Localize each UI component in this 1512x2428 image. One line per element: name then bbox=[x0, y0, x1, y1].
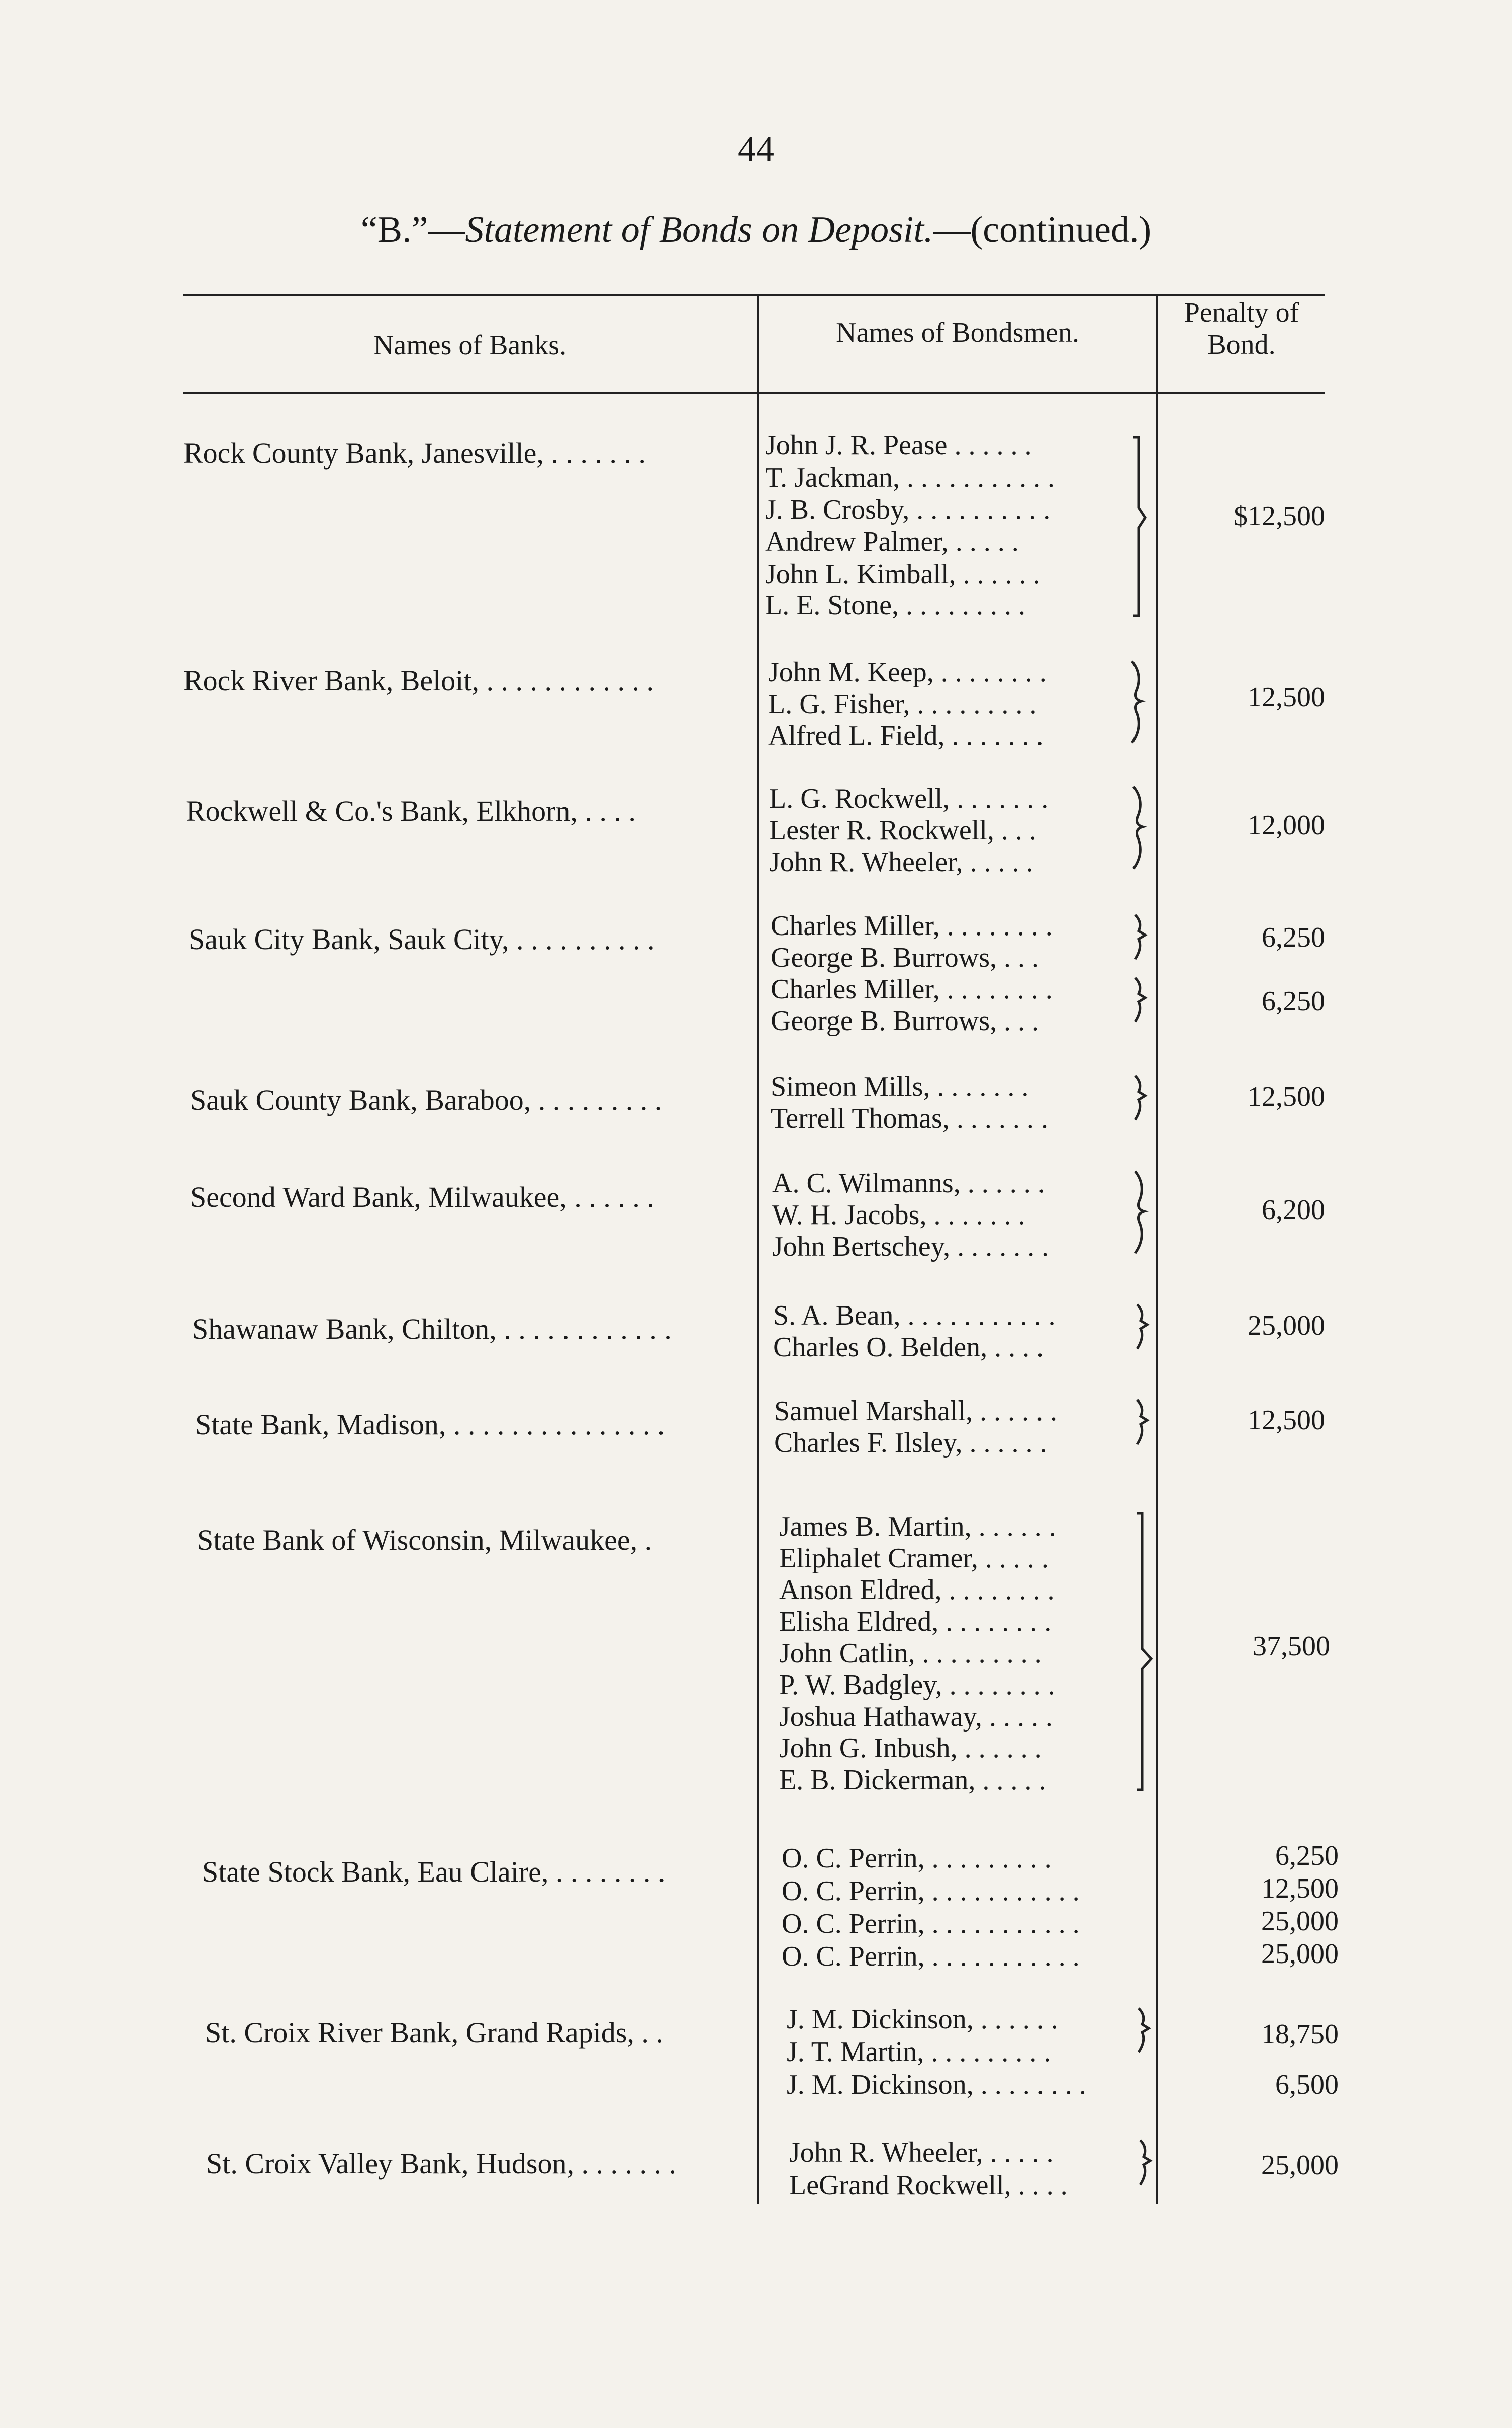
bondsman: L. E. Stone, . . . . . . . . . bbox=[765, 590, 1025, 621]
header-bottom-rule bbox=[183, 392, 1325, 394]
penalty-amount: 6,500 bbox=[1275, 2069, 1339, 2100]
bondsman: Elisha Eldred, . . . . . . . . bbox=[779, 1606, 1052, 1637]
bondsman: J. M. Dickinson, . . . . . . bbox=[787, 2004, 1058, 2035]
bondsman: Charles O. Belden, . . . . bbox=[773, 1332, 1044, 1363]
bondsman: Eliphalet Cramer, . . . . . bbox=[779, 1543, 1049, 1574]
bondsman: Samuel Marshall, . . . . . . bbox=[774, 1395, 1058, 1427]
penalty-amount: 25,000 bbox=[1261, 1906, 1339, 1937]
bondsman: S. A. Bean, . . . . . . . . . . . bbox=[773, 1300, 1056, 1331]
bank-name: Sauk City Bank, Sauk City, . . . . . . . . . . bbox=[188, 923, 655, 956]
bondsman: A. C. Wilmanns, . . . . . . bbox=[772, 1168, 1045, 1199]
bondsman: O. C. Perrin, . . . . . . . . . . . bbox=[782, 1876, 1080, 1907]
brace-rock-river bbox=[1132, 661, 1141, 743]
bondsman: Charles Miller, . . . . . . . . bbox=[771, 974, 1053, 1005]
bondsman: P. W. Badgley, . . . . . . . . bbox=[779, 1669, 1055, 1701]
bank-name: Rock River Bank, Beloit, . . . . . . . . . . . . bbox=[183, 664, 654, 697]
penalty-amount: 12,500 bbox=[1248, 1081, 1325, 1112]
title-suffix: —(continued.) bbox=[933, 209, 1152, 250]
penalty-amount: 18,750 bbox=[1261, 2019, 1339, 2050]
bondsman: Charles Miller, . . . . . . . . bbox=[771, 910, 1053, 942]
bondsman: Terrell Thomas, . . . . . . . bbox=[771, 1103, 1048, 1134]
col-header-banks: Names of Banks. bbox=[373, 330, 567, 361]
column-divider-left bbox=[757, 294, 759, 2204]
bondsman: Lester R. Rockwell, . . . bbox=[769, 815, 1036, 846]
bank-name: St. Croix River Bank, Grand Rapids, . . bbox=[205, 2016, 664, 2049]
bondsman: John M. Keep, . . . . . . . . bbox=[768, 657, 1047, 688]
page-title bbox=[0, 209, 1512, 251]
bank-name: Sauk County Bank, Baraboo, . . . . . . . . . bbox=[190, 1084, 663, 1116]
penalty-amount: 12,500 bbox=[1248, 1405, 1325, 1436]
bondsman: Anson Eldred, . . . . . . . . bbox=[779, 1574, 1055, 1606]
bondsman: J. M. Dickinson, . . . . . . . . bbox=[787, 2069, 1086, 2100]
bondsman: Simeon Mills, . . . . . . . bbox=[771, 1071, 1029, 1102]
penalty-amount: 25,000 bbox=[1248, 1310, 1325, 1341]
bondsman: John Bertschey, . . . . . . . bbox=[772, 1231, 1049, 1262]
penalty-amount: 6,250 bbox=[1262, 986, 1325, 1017]
penalty-amount: 25,000 bbox=[1261, 2150, 1339, 2181]
bondsman: Joshua Hathaway, . . . . . bbox=[779, 1701, 1053, 1732]
page-number: 44 bbox=[738, 129, 774, 169]
brace-st-croix-valley bbox=[1140, 2140, 1150, 2185]
bank-name: Shawanaw Bank, Chilton, . . . . . . . . . . . . bbox=[192, 1313, 672, 1345]
bondsman: George B. Burrows, . . . bbox=[771, 942, 1040, 973]
bank-name: State Bank, Madison, . . . . . . . . . . . . . . . bbox=[195, 1408, 665, 1441]
bondsman: J. T. Martin, . . . . . . . . . bbox=[787, 2036, 1051, 2068]
bondsman: O. C. Perrin, . . . . . . . . . bbox=[782, 1843, 1052, 1874]
bondsman: John R. Wheeler, . . . . . bbox=[769, 847, 1033, 878]
title-italic: Statement of Bonds on Deposit. bbox=[465, 209, 933, 250]
penalty-amount: 6,250 bbox=[1275, 1840, 1339, 1872]
penalty-amount: 12,500 bbox=[1261, 1873, 1339, 1904]
brace-second-ward bbox=[1135, 1171, 1144, 1253]
penalty-amount: $12,500 bbox=[1234, 501, 1325, 532]
bondsman: LeGrand Rockwell, . . . . bbox=[789, 2170, 1068, 2201]
penalty-amount: 6,250 bbox=[1262, 922, 1325, 953]
brace-rockwell bbox=[1133, 787, 1143, 869]
bondsman: John Catlin, . . . . . . . . . bbox=[779, 1638, 1042, 1669]
brace-rock-county bbox=[1133, 437, 1145, 616]
brace-state-bank-wisconsin bbox=[1137, 1513, 1151, 1790]
bondsman: O. C. Perrin, . . . . . . . . . . . bbox=[782, 1908, 1080, 1939]
bondsman: L. G. Rockwell, . . . . . . . bbox=[769, 783, 1049, 814]
bondsman: J. B. Crosby, . . . . . . . . . . bbox=[765, 494, 1051, 525]
col-header-penalty-line1: Penalty of bbox=[1184, 297, 1299, 328]
col-header-penalty bbox=[1159, 297, 1325, 361]
bank-name: Rock County Bank, Janesville, . . . . . . . bbox=[183, 437, 646, 470]
bank-name: St. Croix Valley Bank, Hudson, . . . . . . . bbox=[206, 2147, 676, 2180]
brace-sauk-city-2 bbox=[1135, 978, 1145, 1022]
bondsman: John J. R. Pease . . . . . . bbox=[765, 430, 1032, 461]
penalty-amount: 12,000 bbox=[1248, 810, 1325, 841]
brace-shawanaw bbox=[1137, 1304, 1147, 1349]
bondsman: W. H. Jacobs, . . . . . . . bbox=[772, 1199, 1025, 1231]
penalty-amount: 6,200 bbox=[1262, 1194, 1325, 1226]
bondsman: O. C. Perrin, . . . . . . . . . . . bbox=[782, 1941, 1080, 1972]
brace-sauk-county bbox=[1135, 1076, 1145, 1120]
bondsman: E. B. Dickerman, . . . . . bbox=[779, 1764, 1046, 1796]
bank-name: Second Ward Bank, Milwaukee, . . . . . . bbox=[190, 1181, 654, 1213]
col-header-penalty-line2: Bond. bbox=[1207, 329, 1276, 361]
bondsman: Andrew Palmer, . . . . . bbox=[765, 526, 1019, 557]
brace-sauk-city-1 bbox=[1135, 915, 1145, 959]
title-prefix: “B.”— bbox=[360, 209, 465, 250]
bank-name: Rockwell & Co.'s Bank, Elkhorn, . . . . bbox=[186, 795, 636, 827]
bondsman: John G. Inbush, . . . . . . bbox=[779, 1733, 1042, 1764]
bondsman: Charles F. Ilsley, . . . . . . bbox=[774, 1427, 1047, 1458]
column-divider-right bbox=[1156, 294, 1158, 2204]
bondsman: George B. Burrows, . . . bbox=[771, 1005, 1040, 1037]
bondsman: John L. Kimball, . . . . . . bbox=[765, 558, 1041, 590]
bondsman: James B. Martin, . . . . . . bbox=[779, 1511, 1056, 1542]
bondsman: Alfred L. Field, . . . . . . . bbox=[768, 720, 1044, 752]
bank-name: State Bank of Wisconsin, Milwaukee, . bbox=[197, 1524, 652, 1556]
bondsman: L. G. Fisher, . . . . . . . . . bbox=[768, 689, 1037, 720]
header-top-rule bbox=[183, 294, 1325, 296]
brace-st-croix-river bbox=[1139, 2008, 1149, 2052]
bondsman: T. Jackman, . . . . . . . . . . . bbox=[765, 462, 1055, 493]
penalty-amount: 37,500 bbox=[1253, 1631, 1330, 1662]
penalty-amount: 12,500 bbox=[1248, 682, 1325, 713]
bondsman: John R. Wheeler, . . . . . bbox=[789, 2137, 1054, 2168]
bank-name: State Stock Bank, Eau Claire, . . . . . . . . bbox=[202, 1855, 666, 1888]
penalty-amount: 25,000 bbox=[1261, 1938, 1339, 1970]
col-header-bondsmen: Names of Bondsmen. bbox=[836, 317, 1079, 348]
brace-state-bank bbox=[1137, 1400, 1147, 1444]
